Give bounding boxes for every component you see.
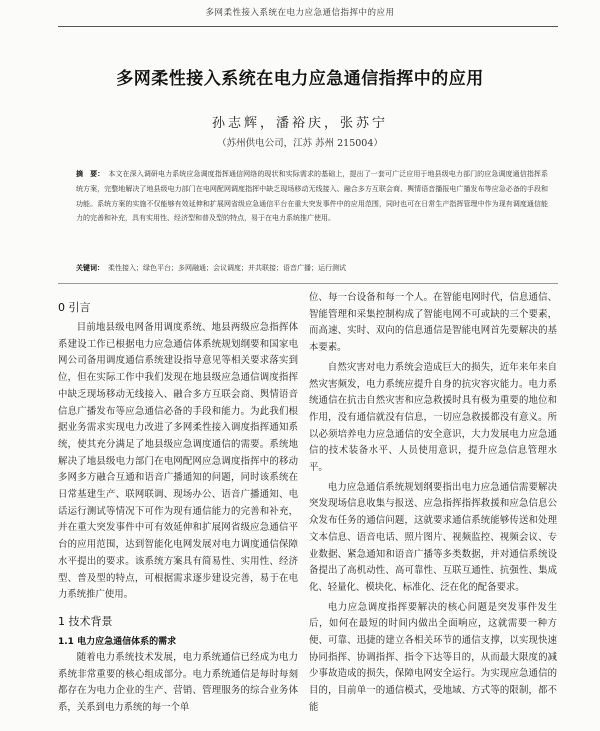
intro-paragraph-1: 目前地县级电网备用调度系统、地县两级应急指挥体系建设工作已根据电力应急通信体系统规划纲要和国家电网公司备用调度通信系统建设指导意见等相关要求落实到位，但在实际工作中我们发现在地县级应急通信调度指挥中缺乏现场移动无线接入、融合多方互联会商、舆情语音信息广播发布等应急通信必备的手段和能力。为此我们根据业务需求实现电力改进了多网柔性接入调度指挥通知系统，使其充分满足了地县级应急调度通信的需要。系统地解决了地县级电力部门在电网配网应急调度指挥中的移动多网多方融合互通和语音广播通知的问题，同时该系统在日常基建生产、联网联调、现场办公、语音广播通知、电话运行测试等情况下可作为现有通信能力的完善和补充，并在重大突发事件中可有效延伸和扩展网省级应急通信平台的应用范围，达到智能化电网发展对电力调度通信保障水平提出的要求。该系统方案具有简易性、实用性、经济型、普及型的特点，可根据需求逐步建设完善，易于在电力系统推广使用。 [58,322,298,601]
keywords-text: 柔性接入；绿色平台；多网融通；会议调度；并共联接；语音广播；运行测试 [108,264,346,272]
paper-title: 多网柔性接入系统在电力应急通信指挥中的应用 [116,69,484,89]
right-column [309,290,557,717]
paper-authors: 孙志辉，潘裕庆，张苏宁 [211,116,388,131]
subsection-heading-1-1: 1.1 电力应急通信体系的需求 [58,636,177,647]
abstract [76,167,548,226]
right-paragraph-2: 自然灾害对电力系统会造成巨大的损失，近年来年来自然灾害频发，电力系统应提升自身的抗灾容灾能力。电力系统通信在抗击自然灾害和应急救援时具有极为重要的地位和作用，没有通信就没有信息，一切应急救援都没有意义。所以必须培养电力应急通信的安全意识，大力发展电力应急通信的技术装备水平、人员使用意识，提升应急信息管理水平。 [309,361,557,474]
section-heading-background: 1 技术背景 [58,614,113,628]
body-rule [58,283,558,284]
keywords-label: 关键词： [76,264,104,272]
right-paragraph-4: 电力应急调度指挥要解决的核心问题是突发事件发生后，如何在最短的时间内做出全面响应，这就需要一种方便、可靠、迅捷的建立各相关环节的通信支撑，以实现快速协同指挥、协调指挥、指令下达等目的，从而最大限度的减少事故造成的损失，保障电网安全运行。为实现应急通信的目的，目前单一的通信模式，受地域、方式等的限制，都不能 [309,601,557,713]
running-header: 多网柔性接入系统在电力应急通信指挥中的应用 [205,8,395,18]
keywords [76,262,548,274]
right-paragraph-3: 电力应急通信系统规划纲要指出电力应急通信需要解决突发现场信息收集与报送、应急指挥指挥救援和应急信息公众发布任务的通信问题，这就要求通信系统能够传送和处理文本信息、语音电话、照片图片、视频监控、视频会议、专业数据、紧急通知和语音广播等多类数据，并对通信系统设备提出了高机动性、高可靠性、互联互通性、抗强性、集成化、轻量化、模块化、标准化、泛在化的配备要求。 [309,481,557,593]
paper-affiliation: （苏州供电公司，江苏 苏州 215004） [217,138,383,149]
section-heading-intro: 0 引言 [58,301,91,314]
header-rule [58,26,558,27]
abstract-text: 本文在深入调研电力系统应急调度指挥通信网络的现状和实际需求的基础上，提出了一套可广泛应用于地县级电力部门的应急调度通信指挥系统方案，完整地解决了地县级电力部门在电网配网调度指挥中缺乏现场移动无线接入、融合多方互联会商、舆情语音播报电广播发布等应急必备的手段和功能。系统方案的实施不仅能够有效延伸和扩展网省级应急通信平台在重大突发事件中的应用范围，同时也可在日常生产指挥管理中作为现有调度通信能力的完善和补充，具有实用性、经济型和普及型的特点，易于在电力系统推广使用。 [76,170,549,223]
abstract-label: 摘 要： [76,170,105,178]
continued-paragraph: 位、每一台设备和每一个人。在智能电网时代，信息通信、智能管理和采集控制构成了智能电网不可或缺的三个要素，而高速、实时、双向的信息通信是智能电网首先要解决的基本要素。 [309,292,557,354]
left-column [58,286,298,717]
background-paragraph-1: 随着电力系统技术发展，电力系统通信已经成为电力系统非常重要的核心组成部分。电力系统通信是每时每刻都存在为电力企业的生产、营销、管理服务的综合业务体系，关系到电力系统的每一个单 [58,651,298,714]
